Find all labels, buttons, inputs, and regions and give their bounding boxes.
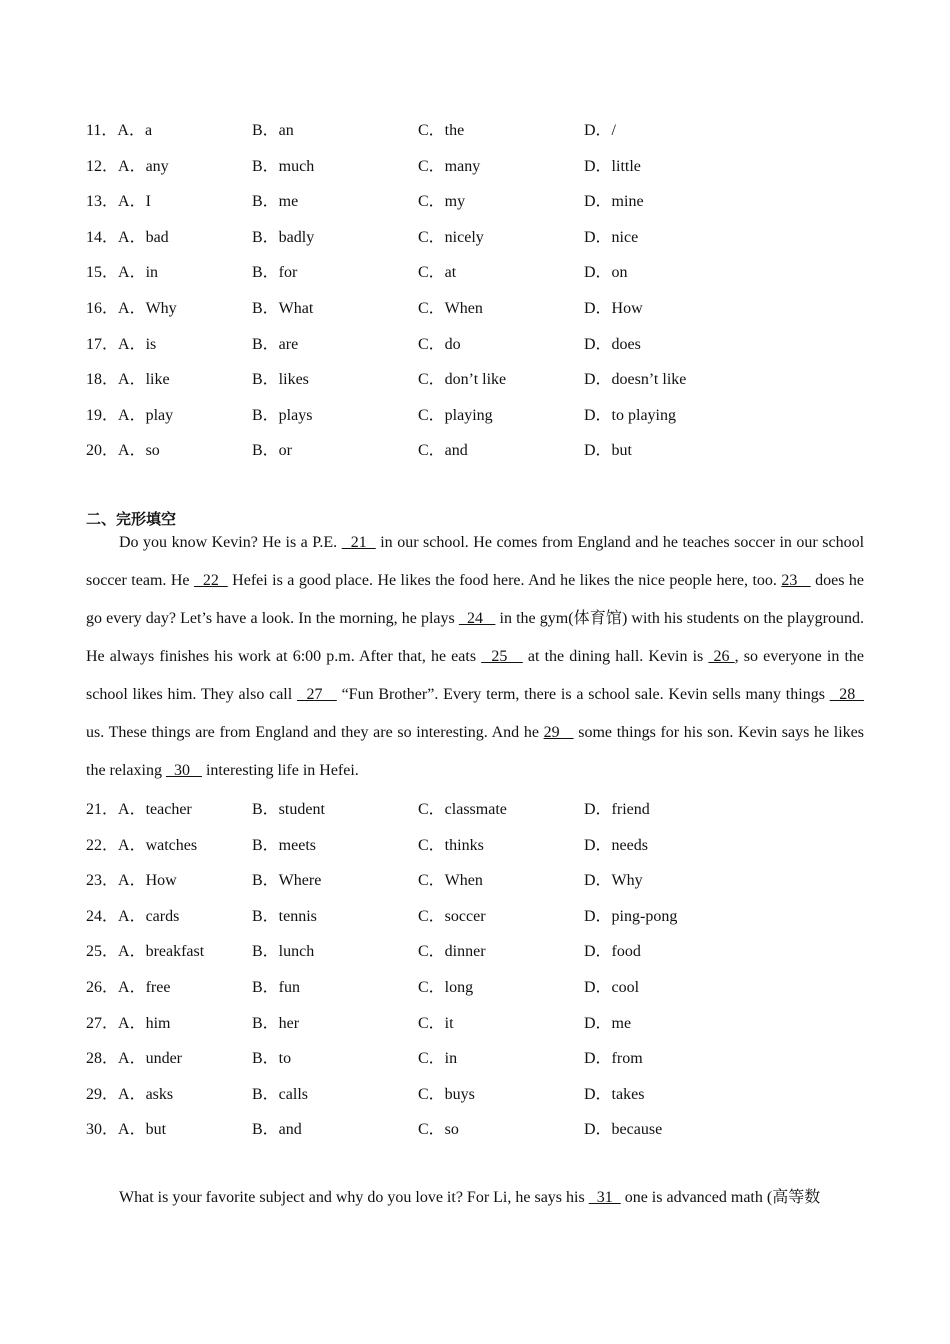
question-number: 11． [86, 122, 118, 139]
option-a: A．him [118, 1014, 171, 1032]
option-a: A．play [118, 406, 174, 424]
option-b: B．tennis [252, 907, 317, 925]
option-c: C．When [418, 872, 483, 890]
option-d: D．but [584, 442, 633, 460]
option-b: B．to [252, 1050, 292, 1068]
option-b: B．are [252, 335, 299, 353]
question-number-and-option-a [86, 867, 177, 890]
question-number-and-option-a [86, 153, 169, 176]
option-d: D．cool [584, 979, 640, 996]
option-c: C．many [418, 157, 481, 175]
option-d: D．How [584, 300, 643, 317]
question-number-and-option-a [86, 974, 170, 997]
option-c: C．so [418, 1121, 459, 1139]
option-c: C．soccer [418, 907, 486, 925]
option-d: D．mine [584, 193, 644, 211]
option-c: C．long [418, 979, 474, 996]
option-c: C．nicely [418, 228, 484, 246]
option-a: A．I [118, 193, 151, 211]
option-a: A．so [118, 442, 160, 460]
option-c: C．it [418, 1014, 454, 1032]
option-c: C．buys [418, 1085, 475, 1103]
passage-text: in our school. He comes from England and he teaches soccer in our school soccer team. He [86, 534, 865, 589]
passage-text: one is advanced math (高等数 [620, 1189, 821, 1206]
question-number: 19． [86, 406, 119, 424]
section-title: 二、完形填空 [86, 510, 177, 528]
question-number-and-option-a [86, 366, 170, 389]
passage-text: at the dining hall. Kevin is [522, 648, 709, 665]
option-c: C．my [418, 193, 466, 211]
question-number: 13． [86, 193, 119, 211]
question-number: 17． [86, 335, 119, 353]
option-d: D．me [584, 1014, 632, 1032]
blank-26: 26 [708, 648, 735, 665]
question-number-and-option-a [86, 331, 156, 354]
option-b: B．Where [252, 872, 322, 890]
question-number: 29． [86, 1085, 119, 1103]
option-c: C．in [418, 1050, 458, 1068]
option-a: A．watches [118, 836, 198, 854]
question-number-and-option-a [86, 796, 192, 819]
cloze-passage-2 [86, 1186, 864, 1210]
blank-28: 28 [829, 686, 865, 703]
option-a: A．in [118, 264, 159, 282]
question-number: 30． [86, 1121, 119, 1139]
question-number-and-option-a [86, 188, 151, 211]
option-b: B．her [252, 1014, 300, 1032]
blank-27: 27 [296, 686, 337, 703]
question-number-and-option-a [86, 1116, 166, 1139]
option-d: D．/ [584, 122, 617, 139]
option-d: D．Why [584, 872, 643, 890]
question-number-and-option-a [86, 224, 169, 247]
question-number-and-option-a [86, 903, 179, 926]
passage-text: us. These things are from England and they are so interesting. And he [86, 724, 544, 741]
blank-21: 21 [341, 534, 376, 551]
question-number-and-option-a [86, 437, 160, 460]
question-number: 24． [86, 907, 119, 925]
option-d: D．ping-pong [584, 907, 678, 925]
blank-23: 23 [781, 572, 811, 589]
question-number-and-option-a [86, 832, 197, 855]
option-c: C．classmate [418, 801, 507, 818]
option-c: C．playing [418, 406, 493, 424]
option-a: A．like [118, 371, 170, 389]
option-d: D．does [584, 335, 641, 353]
option-d: D．takes [584, 1085, 645, 1103]
option-b: B．lunch [252, 943, 315, 961]
question-number-and-option-a [86, 1081, 173, 1104]
question-number: 14． [86, 228, 119, 246]
question-number-and-option-a [86, 259, 158, 282]
option-b: B．and [252, 1121, 302, 1139]
question-number: 20． [86, 442, 119, 460]
question-number-and-option-a [86, 295, 177, 318]
question-number: 28． [86, 1050, 119, 1068]
option-d: D．on [584, 264, 628, 282]
option-b: B．badly [252, 228, 315, 246]
option-b: B．me [252, 193, 299, 211]
option-c: C．thinks [418, 836, 484, 854]
option-d: D．doesn’t like [584, 371, 687, 389]
option-c: C．at [418, 264, 457, 282]
passage-text: some things for his son. Kevin says he likes the relaxing [86, 724, 865, 779]
option-b: B．plays [252, 406, 313, 424]
question-number: 27． [86, 1014, 119, 1032]
option-a: A．asks [118, 1085, 174, 1103]
option-a: A．Why [118, 300, 177, 317]
option-a: A．any [118, 157, 169, 175]
question-number: 23． [86, 872, 119, 890]
option-d: D．food [584, 943, 641, 961]
question-number-and-option-a [86, 1010, 170, 1033]
option-b: B．likes [252, 371, 309, 389]
blank-31: 31 [588, 1189, 621, 1206]
option-c: C．don’t like [418, 371, 507, 389]
option-a: A．cards [118, 907, 180, 925]
option-c: C．dinner [418, 943, 486, 961]
option-b: B．fun [252, 979, 301, 996]
option-d: D．needs [584, 836, 648, 854]
cloze-passage-1 [86, 524, 864, 790]
passage-text: What is your favorite subject and why do you love it? For Li, he says his [119, 1189, 589, 1206]
question-number-and-option-a [86, 117, 152, 140]
option-c: C．and [418, 442, 468, 460]
option-b: B．student [252, 801, 325, 818]
option-c: C．the [418, 122, 465, 139]
option-a: A．but [118, 1121, 167, 1139]
option-b: B．calls [252, 1085, 308, 1103]
passage-text: “Fun Brother”. Every term, there is a school sale. Kevin sells many things [336, 686, 830, 703]
option-c: C．When [418, 300, 483, 317]
question-number: 18． [86, 371, 119, 389]
blank-25: 25 [481, 648, 523, 665]
question-number-and-option-a [86, 938, 204, 961]
option-a: A．a [117, 122, 153, 139]
option-a: A．How [118, 872, 177, 890]
option-d: D．little [584, 157, 641, 175]
blank-29: 29 [543, 724, 574, 741]
question-number: 26． [86, 979, 119, 996]
passage-text: in the gym(体育馆) with his students on the playground. He always finishes his work at 6:00 p.m. After that, he eats [86, 610, 864, 665]
question-number: 21． [86, 801, 119, 818]
blank-22: 22 [193, 572, 228, 589]
blank-30: 30 [165, 762, 202, 779]
passage-text: Do you know Kevin? He is a P.E. [119, 534, 342, 551]
passage-text: interesting life in Hefei. [201, 762, 359, 779]
option-a: A．breakfast [118, 943, 205, 961]
passage-text: does he go every day? Let’s have a look. In the morning, he plays [86, 572, 865, 627]
option-d: D．from [584, 1050, 643, 1068]
option-b: B．meets [252, 836, 316, 854]
question-number-and-option-a [86, 402, 173, 425]
question-number-and-option-a [86, 1045, 182, 1068]
question-number: 22． [86, 836, 119, 854]
option-a: A．free [118, 979, 171, 996]
option-b: B．for [252, 264, 298, 282]
option-b: B．or [252, 442, 293, 460]
passage-text: , so everyone in the school likes him. They also call [86, 648, 865, 703]
option-b: B．What [252, 300, 314, 317]
question-number: 12． [86, 157, 119, 175]
option-b: B．much [252, 157, 315, 175]
option-a: A．teacher [118, 801, 192, 818]
option-c: C．do [418, 335, 461, 353]
option-a: A．is [118, 335, 157, 353]
option-d: D．to playing [584, 406, 676, 424]
option-a: A．under [118, 1050, 183, 1068]
option-b: B．an [252, 122, 294, 139]
option-d: D．friend [584, 801, 650, 818]
option-a: A．bad [118, 228, 169, 246]
option-d: D．nice [584, 228, 639, 246]
question-number: 15． [86, 264, 119, 282]
passage-text: Hefei is a good place. He likes the food here. And he likes the nice people here, too. [227, 572, 782, 589]
question-number: 16． [86, 300, 119, 317]
question-number: 25． [86, 943, 119, 961]
blank-24: 24 [458, 610, 496, 627]
option-d: D．because [584, 1121, 663, 1139]
